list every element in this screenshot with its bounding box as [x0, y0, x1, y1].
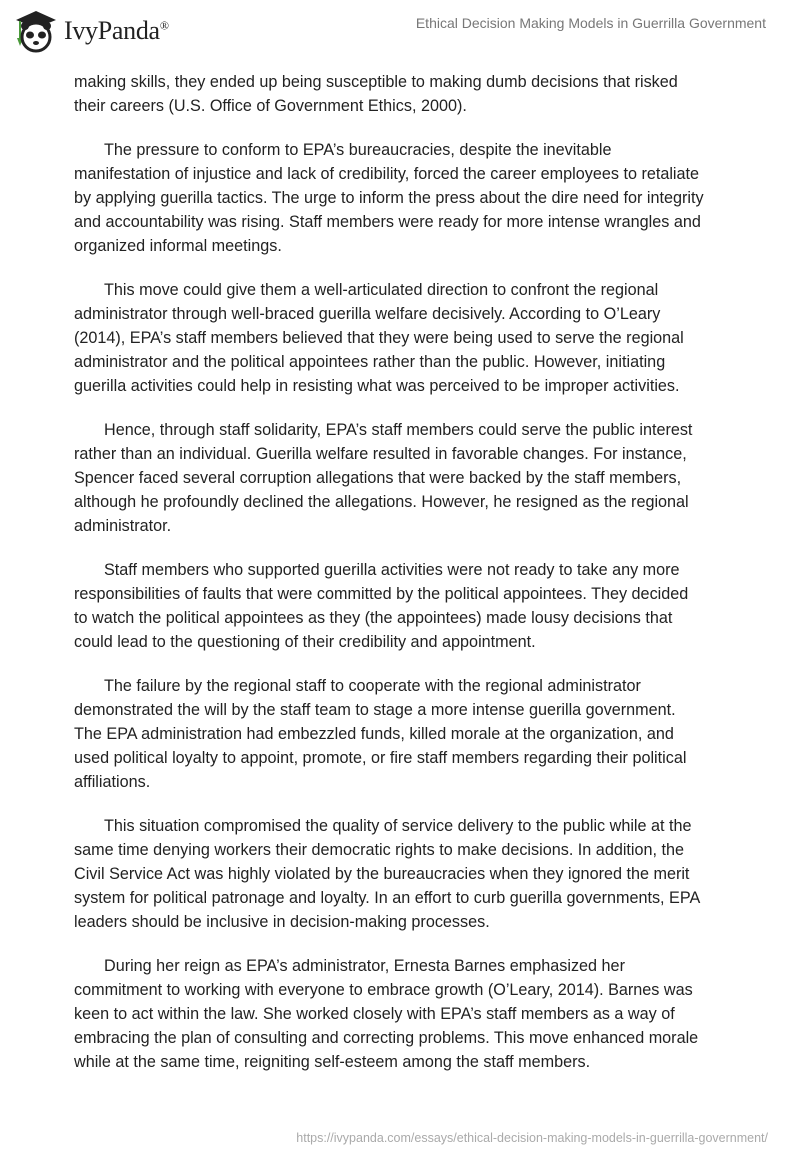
text-line: administrator. [74, 517, 172, 535]
text-line: their careers (U.S. Office of Government Ethics, 2000). [74, 97, 467, 115]
text-line: administrator and the political appointees rather than the public. However, initiating [74, 353, 666, 371]
text-line: while at the same time, reigniting self-esteem among the staff members. [74, 1053, 591, 1071]
paragraph [74, 70, 754, 118]
text-line: The EPA administration had embezzled funds, killed morale at the organization, and [74, 725, 674, 743]
text-line: demonstrated the will by the staff team to stage a more intense guerilla government. [74, 701, 676, 719]
text-line: Civil Service Act was highly violated by the bureaucracies when they ignored the merit [74, 865, 690, 883]
text-line: embracing the plan of consulting and correcting problems. This move enhanced morale [74, 1029, 699, 1047]
text-line: administrator through well-braced guerilla welfare decisively. According to O’Leary [74, 305, 661, 323]
text-line: and accountability was rising. Staff members were ready for more intense wrangles and [74, 213, 701, 231]
paragraph [74, 558, 754, 654]
text-line: used political loyalty to appoint, promote, or fire staff members regarding their political [74, 749, 687, 767]
source-url[interactable]: https://ivypanda.com/essays/ethical-decision-making-models-in-guerrilla-government/ [296, 1131, 768, 1145]
text-line: Staff members who supported guerilla activities were not ready to take any more [104, 561, 680, 579]
panda-graduate-icon [12, 8, 58, 54]
text-line: rather than an individual. Guerilla welfare resulted in favorable changes. For instance, [74, 445, 687, 463]
text-line: could lead to the questioning of their credibility and appointment. [74, 633, 536, 651]
text-line: The pressure to conform to EPA’s bureaucracies, despite the inevitable [104, 141, 612, 159]
paragraph [74, 674, 754, 794]
text-line: manifestation of injustice and lack of credibility, forced the career employees to retaliate [74, 165, 700, 183]
text-line: by applying guerilla tactics. The urge to inform the press about the dire need for integrity [74, 189, 704, 207]
text-line: making skills, they ended up being susceptible to making dumb decisions that risked [74, 73, 678, 91]
text-line: During her reign as EPA’s administrator, Ernesta Barnes emphasized her [104, 957, 625, 975]
text-line: (2014), EPA’s staff members believed that they were being used to serve the regional [74, 329, 684, 347]
text-line: commitment to working with everyone to embrace growth (O’Leary, 2014). Barnes was [74, 981, 693, 999]
registered-mark: ® [159, 18, 169, 33]
page-header [0, 0, 800, 60]
paragraph [74, 138, 754, 258]
text-line: same time denying workers their democratic rights to make decisions. In addition, the [74, 841, 685, 859]
text-line: guerilla activities could help in resisting what was perceived to be improper activities. [74, 377, 680, 395]
paragraph [74, 814, 754, 934]
text-line: leaders should be inclusive in decision-making processes. [74, 913, 490, 931]
text-line: system for political patronage and loyalty. In an effort to curb guerilla governments, EPA [74, 889, 701, 907]
text-line: affiliations. [74, 773, 151, 791]
text-line: Spencer faced several corruption allegations that were backed by the staff members, [74, 469, 682, 487]
text-line: This situation compromised the quality of service delivery to the public while at the [104, 817, 692, 835]
essay-body [74, 70, 754, 1094]
text-line: organized informal meetings. [74, 237, 282, 255]
text-line: although he profoundly declined the allegations. However, he resigned as the regional [74, 493, 689, 511]
paragraph [74, 954, 754, 1074]
text-line: keen to act within the law. She worked closely with EPA’s staff members as a way of [74, 1005, 675, 1023]
paragraph [74, 418, 754, 538]
text-line: Hence, through staff solidarity, EPA’s staff members could serve the public interest [104, 421, 693, 439]
logo-text [64, 16, 169, 46]
text-line: responsibilities of faults that were committed by the political appointees. They decided [74, 585, 689, 603]
ivypanda-logo[interactable] [12, 8, 169, 54]
paragraph [74, 278, 754, 398]
text-line: This move could give them a well-articulated direction to confront the regional [104, 281, 659, 299]
text-line: to watch the political appointees as they (the appointees) made lousy decisions that [74, 609, 673, 627]
document-title: Ethical Decision Making Models in Guerrilla Government [415, 15, 766, 31]
text-line: The failure by the regional staff to cooperate with the regional administrator [104, 677, 641, 695]
logo-name: IvyPanda [64, 16, 160, 45]
